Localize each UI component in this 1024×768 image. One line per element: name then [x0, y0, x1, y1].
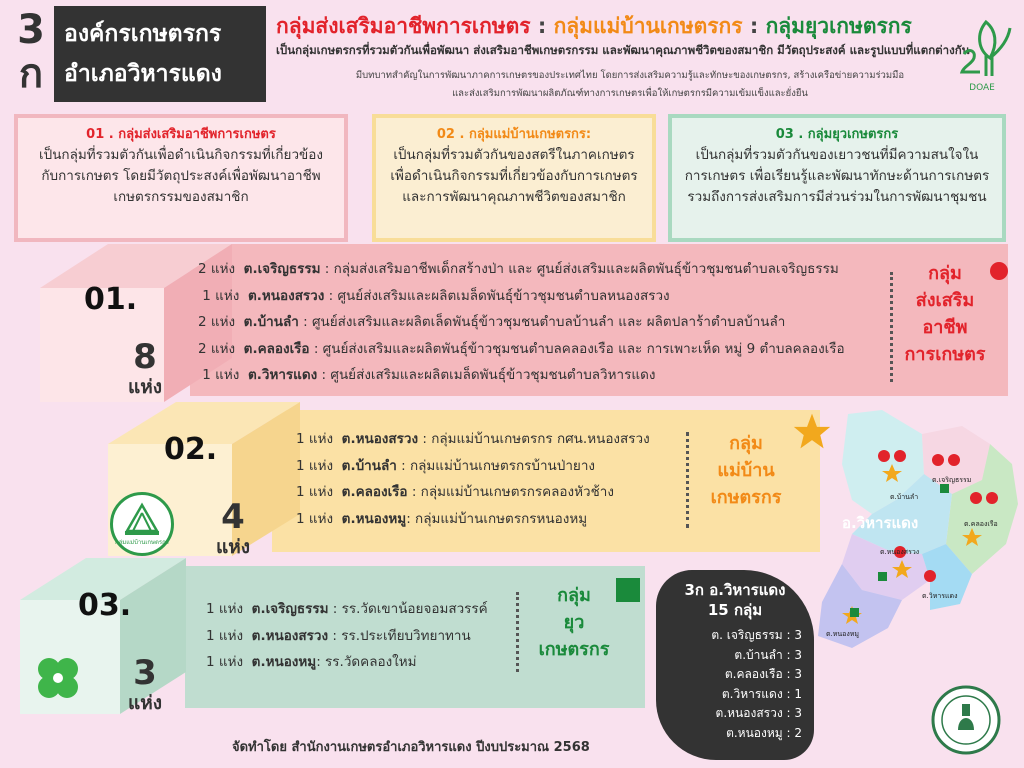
item-qty: 1 แห่ง [296, 484, 334, 500]
description-line: เป็นกลุ่มที่รวมตัวกันของเยาวชนที่มีความสนใจใน [695, 147, 979, 163]
pavilion-icon [113, 501, 171, 541]
title-box [54, 6, 266, 102]
tag-line: กลุ่ม [557, 585, 591, 606]
item-place: ต.หนองสรวง [251, 627, 329, 644]
item-desc: : กลุ่มแม่บ้านเกษตรกรคลองหัวช้าง [407, 484, 614, 500]
item-qty: 2 แห่ง [198, 340, 236, 357]
item-place: ต.หนองหมู [251, 654, 317, 670]
item-place: ต.หนองสรวง [341, 431, 419, 447]
section-2-number: 02. [164, 432, 218, 467]
list-item [198, 336, 845, 363]
description-box-3 [668, 114, 1006, 242]
title-line-2: อำเภอวิหารแดง [64, 61, 222, 87]
headline-group-2: กลุ่มแม่บ้านเกษตรกร [553, 14, 743, 38]
item-place: ต.บ้านลำ [341, 457, 397, 474]
district-label: อ.วิหารแดง [842, 514, 919, 532]
count-unit: แห่ง [215, 536, 251, 558]
description-line: เป็นกลุ่มที่รวมตัวกันเพื่อดำเนินกิจกรรมที่เกี่ยวข้อง [39, 147, 323, 163]
map-label: ต.คลองเรือ [964, 520, 998, 528]
headline-group-1: กลุ่มส่งเสริมอาชีพการเกษตร [276, 14, 531, 38]
tag-line: อาชีพ [922, 317, 968, 338]
badge-character: ก [18, 51, 44, 97]
item-qty: 1 แห่ง [296, 510, 334, 527]
four-leaf-clover-icon [30, 650, 86, 706]
map-label: ต.หนองหมู [826, 630, 860, 638]
headline-separator: : [530, 14, 554, 38]
count-unit: แห่ง [127, 376, 163, 398]
summary-item: ต.วิหารแดง : 1 [721, 686, 802, 701]
item-desc: : กลุ่มแม่บ้านเกษตรกร กศน.หนองสรวง [418, 431, 650, 447]
badge-number: 3 [17, 7, 45, 53]
map-label: ต.วิหารแดง [922, 592, 958, 600]
summary-total: 15 กลุ่ม [707, 601, 763, 619]
list-item [206, 596, 488, 623]
description-heading: 01 . กลุ่มส่งเสริมอาชีพการเกษตร [86, 127, 276, 142]
summary-box [656, 570, 814, 760]
tag-line: เกษตรกร [538, 639, 610, 660]
tag-line: กลุ่ม [729, 433, 763, 454]
item-qty: 1 แห่ง [296, 457, 334, 474]
item-place: ต.เจริญธรรม [251, 601, 329, 617]
item-desc: : รร.ประเทียบวิทยาทาน [328, 627, 471, 644]
item-place: ต.บ้านลำ [243, 314, 299, 330]
list-item [296, 453, 650, 480]
tag-line: เกษตรกร [710, 487, 782, 508]
housewives-group-logo [110, 492, 174, 556]
section-2-list [296, 426, 650, 532]
section-2-tag [696, 430, 796, 511]
description-heading: 03 . กลุ่มยุวเกษตรกร [775, 127, 899, 142]
district-map [812, 404, 1024, 694]
summary-item: ต.หนองสรวง : 3 [715, 706, 802, 720]
list-item [198, 362, 845, 389]
credit-text: จัดทำโดย สำนักงานเกษตรอำเภอวิหารแดง ปีงบประมาณ 2568 [232, 740, 590, 755]
section-1-count [120, 338, 170, 398]
summary-title: 3ก อ.วิหารแดง [684, 581, 786, 599]
dotted-divider [890, 272, 893, 382]
doae-logo-text: DOAE [969, 83, 995, 93]
tag-line: ส่งเสริม [915, 290, 975, 311]
map-label: ต.หนองสรวง [880, 548, 920, 556]
list-item [296, 479, 650, 506]
subtitle-2: มีบทบาทสำคัญในการพัฒนาภาคการเกษตรของประเทศไทย โดยการส่งเสริมความรู้และทักษะของเกษตรกร, สร้างเครือข่ายความร่วมมือ [355, 70, 905, 81]
description-line: เพื่อดำเนินกิจกรรมที่เกี่ยวข้องกับการเกษตร [390, 168, 638, 184]
ministry-seal-icon [930, 684, 1002, 756]
summary-item: ต.บ้านลำ : 3 [734, 647, 802, 662]
item-place: ต.คลองเรือ [243, 340, 310, 357]
item-desc: : รร.วัดเขาน้อยจอมสวรรค์ [328, 601, 488, 617]
summary-item: ต.คลองเรือ : 3 [724, 667, 802, 681]
item-qty: 1 แห่ง [202, 367, 240, 383]
description-line: และการพัฒนาคุณภาพชีวิตของสมาชิก [402, 189, 626, 205]
green-square-icon [616, 578, 640, 602]
description-line: รวมถึงการส่งเสริมการมีส่วนร่วมในการพัฒนาชุมชน [687, 189, 987, 205]
list-item [198, 309, 845, 336]
tag-line: ยุว [563, 612, 585, 633]
description-line: กับการเกษตร โดยมีวัตถุประสงค์เพื่อพัฒนาอาชีพ [41, 168, 321, 184]
item-desc: : ศูนย์ส่งเสริมและผลิตเล็ดพันธุ์ข้าวชุมชนตำบลบ้านลำ และ ผลิตปลาร้าตำบลบ้านลำ [298, 314, 786, 330]
count-value: 8 [133, 337, 157, 377]
list-item [198, 256, 845, 283]
list-item [206, 649, 488, 676]
item-qty: 2 แห่ง [198, 314, 236, 330]
section-1-list [198, 256, 845, 389]
description-line: เกษตรกรรมของสมาชิก [113, 189, 249, 205]
item-qty: 1 แห่ง [206, 627, 244, 644]
item-desc: : รร.วัดคลองใหม่ [316, 654, 417, 670]
dotted-divider [516, 592, 519, 672]
item-qty: 1 แห่ง [202, 287, 240, 304]
item-qty: 1 แห่ง [206, 601, 244, 617]
item-qty: 1 แห่ง [296, 431, 334, 447]
item-place: ต.คลองเรือ [341, 484, 408, 500]
tag-line: การเกษตร [904, 344, 986, 365]
headline [276, 10, 956, 43]
red-dot-icon [990, 262, 1008, 280]
item-qty: 1 แห่ง [206, 654, 244, 670]
count-value: 4 [221, 497, 245, 537]
headline-group-3: กลุ่มยุวเกษตรกร [765, 14, 912, 38]
description-heading: 02 . กลุ่มแม่บ้านเกษตรกร: [436, 127, 592, 142]
item-qty: 2 แห่ง [198, 261, 236, 277]
item-desc: : ศูนย์ส่งเสริมและผลิตพันธุ์ข้าวชุมชนตำบลคลองเรือ และ การเพาะเห็ด หมู่ 9 ตำบลคลองเรือ [309, 340, 845, 357]
item-desc: : กลุ่มส่งเสริมอาชีพเด็กสร้างป่า และ ศูนย์ส่งเสริมและผลิตพันธุ์ข้าวชุมชนตำบลเจริญธรรม [320, 261, 839, 277]
map-label: ต.บ้านลำ [890, 493, 919, 501]
item-place: ต.เจริญธรรม [243, 261, 321, 277]
item-desc: : กลุ่มแม่บ้านเกษตรกรบ้านป่ายาง [396, 457, 596, 474]
section-3-count [120, 654, 170, 714]
list-item [296, 426, 650, 453]
title-line-1: องค์กรเกษตรกร [64, 21, 222, 47]
section-1-tag [900, 260, 990, 368]
item-desc: : ศูนย์ส่งเสริมและผลิตเมล็ดพันธุ์ข้าวชุมชนตำบลวิหารแดง [317, 367, 656, 383]
section-3-list [206, 596, 488, 676]
map-label: ต.เจริญธรรม [932, 476, 972, 484]
summary-item: ต.หนองหมู : 2 [726, 725, 802, 740]
count-unit: แห่ง [127, 692, 163, 714]
dotted-divider [686, 432, 689, 528]
tag-line: แม่บ้าน [717, 460, 775, 481]
tag-line: กลุ่ม [928, 263, 962, 284]
list-item [198, 283, 845, 310]
description-line: เป็นกลุ่มที่รวมตัวกันของสตรีในภาคเกษตร [393, 147, 635, 163]
subtitle-1: เป็นกลุ่มเกษตรกรที่รวมตัวกันเพื่อพัฒนา ส่งเสริมอาชีพเกษตรกรรม และพัฒนาคุณภาพชีวิตของสมาชิก มีวัตถุประสงค์ และรูปแบบที่แตกต่างกัน [276, 43, 970, 57]
section-3-number: 03. [78, 588, 132, 623]
list-item [296, 506, 650, 533]
headline-separator: : [742, 14, 766, 38]
section-3-tag [524, 582, 624, 663]
housewives-logo-text: กลุ่มแม่บ้านเกษตรกร [115, 539, 169, 546]
section-2-count [208, 498, 258, 558]
description-box-2 [372, 114, 656, 242]
doae-logo-icon [946, 14, 1018, 94]
summary-item: ต. เจริญธรรม : 3 [711, 628, 802, 642]
subtitle-3: และส่งเสริมการพัฒนาผลิตภัณฑ์ทางการเกษตรเพื่อให้เกษตรกรมีความเข้มแข็งและยั่งยืน [452, 88, 808, 99]
description-box-1 [14, 114, 348, 242]
count-value: 3 [133, 653, 157, 693]
item-place: ต.หนองหมู [341, 510, 407, 527]
item-desc: : กลุ่มแม่บ้านเกษตรกรหนองหมู [406, 510, 588, 527]
list-item [206, 623, 488, 650]
section-1-number: 01. [84, 282, 138, 317]
item-place: ต.วิหารแดง [247, 367, 318, 383]
item-desc: : ศูนย์ส่งเสริมและผลิตเมล็ดพันธุ์ข้าวชุมชนตำบลหนองสรวง [324, 287, 670, 304]
item-place: ต.หนองสรวง [247, 287, 325, 304]
description-line: การเกษตร เพื่อเรียนรู้และพัฒนาทักษะด้านการเกษตร [684, 168, 990, 184]
